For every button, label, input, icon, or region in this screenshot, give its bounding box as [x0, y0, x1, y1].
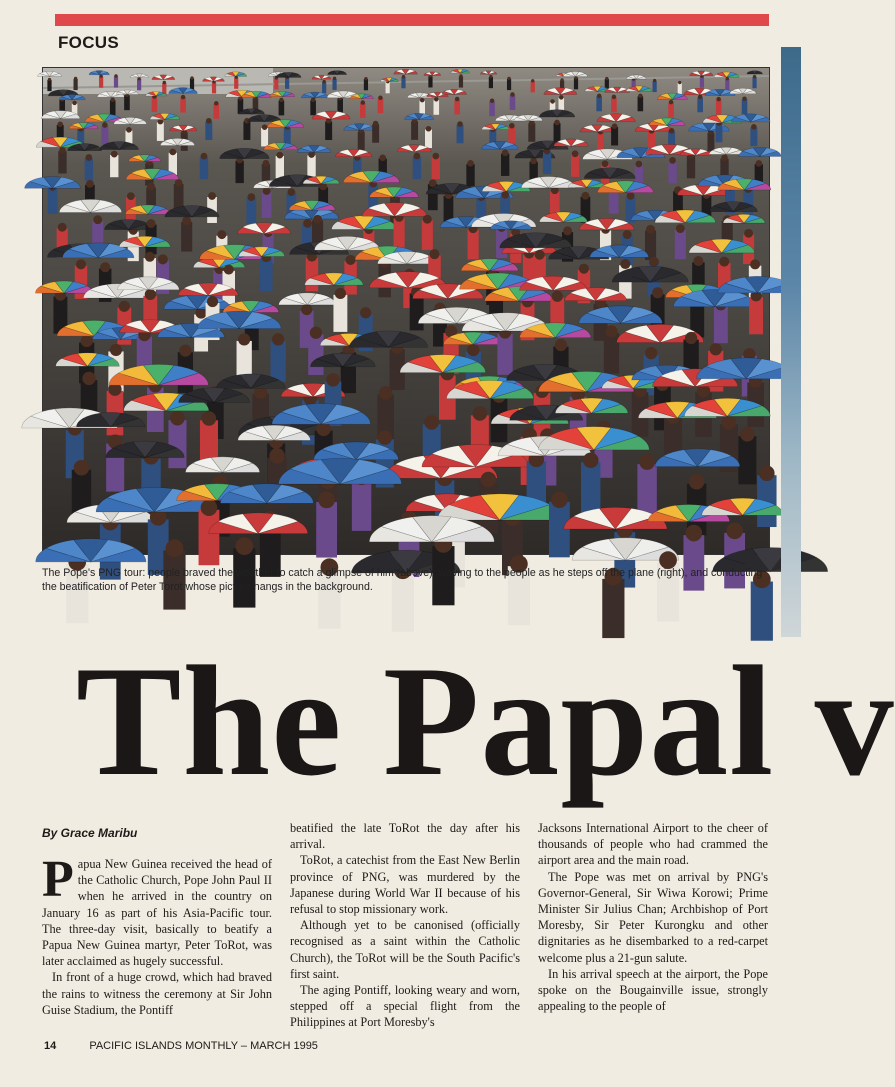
paragraph: The Pope was met on arrival by PNG's Governor-General, Sir Wiwa Korowi; Prime Minister Sir Julius Chan; Archbishop of Port Moresby, Sir Peter Kurongku and other dignitaries as he disembarked to a red-carpet welcome plus a 21-gun salute.: [538, 869, 768, 965]
red-accent-bar: [55, 14, 769, 26]
article-column-3: [538, 820, 768, 1014]
crowd-umbrellas-image: [43, 68, 769, 554]
drop-cap: P: [42, 851, 74, 908]
article-column-1: [42, 851, 272, 1018]
paragraph: apua New Guinea received the head of the Catholic Church, Pope John Paul II when he arrived in the country on January 16 as part of his Asia-Pacific tour. The three-day visit, basically to beatify a Papua New Guinea martyr, Peter ToRot, was later acclaimed as hugely successful.: [42, 857, 272, 969]
page-number: 14: [44, 1040, 57, 1052]
paragraph: ToRot, a catechist from the East New Berlin province of PNG, was murdered by the Japanese during World War II because of his refusal to stop missionary work.: [290, 853, 520, 917]
paragraph: In front of a huge crowd, which had braved the rains to witness the ceremony at Sir John Guise Stadium, the Pontiff: [42, 970, 272, 1017]
photo-caption: The Pope's PNG tour: people braved the weather to catch a glimpse of him (above); waving to the people as he steps off the plane (right), and conducting the beatification of Peter Torot whose picture hangs in the background.: [42, 567, 763, 593]
byline: By Grace Maribu: [42, 826, 138, 840]
article-column-2: [290, 820, 520, 1031]
crowd-photo: [42, 67, 770, 555]
side-photo-edge: [781, 47, 801, 637]
paragraph: Jacksons International Airport to the cheer of thousands of people who had crammed the airport area and the main road.: [538, 821, 768, 868]
publication-line: PACIFIC ISLANDS MONTHLY – MARCH 1995: [89, 1040, 318, 1052]
paragraph: beatified the late ToRot the day after his arrival.: [290, 821, 520, 852]
headline: The Papal v: [76, 634, 895, 809]
paragraph: In his arrival speech at the airport, the Pope spoke on the Bougainville issue, strongly appealing to the people of: [538, 966, 768, 1014]
paragraph: Although yet to be canonised (officially recognised as a saint within the Catholic Church), the ToRot will be the South Pacific's first saint.: [290, 918, 520, 981]
paragraph: The aging Pontiff, looking weary and worn, stepped off a special flight from the Philippines at Port Moresby's: [290, 983, 520, 1030]
section-label: FOCUS: [58, 33, 119, 52]
page-footer: [44, 1040, 318, 1052]
